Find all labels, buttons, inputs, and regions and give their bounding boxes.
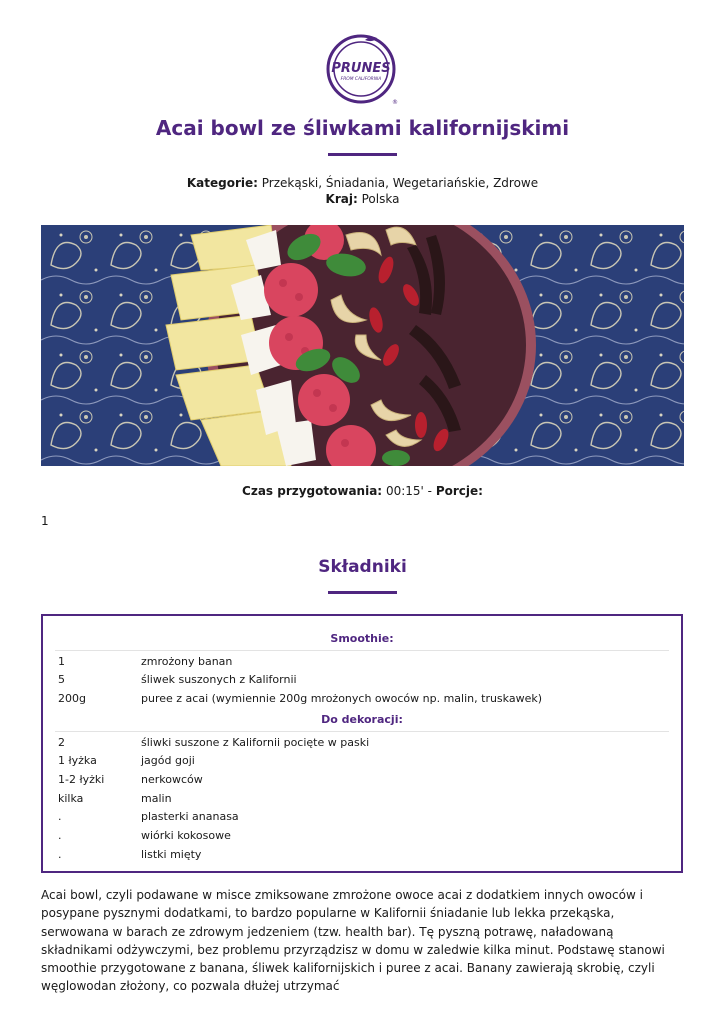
ingredient-name: puree z acai (wymiennie 200g mrożonych owoców np. malin, truskawek) bbox=[141, 692, 543, 705]
category-line bbox=[0, 176, 725, 190]
country-line bbox=[0, 192, 725, 206]
ingredient-name: nerkowców bbox=[141, 773, 203, 786]
ingredient-qty: 5 bbox=[58, 673, 65, 686]
recipe-description: Acai bowl, czyli podawane w misce zmiksowane zmrożone owoce acai z dodatkiem innych owoców i posypane pysznymi dodatkami, to bardzo popularne w Kalifornii śniadanie lub lekka przekąska, serwowana w barach ze zdrowym jedzeniem (tzw. health bar). Tę pyszną potrawę, naładowaną składnikami odżywczymi, bez problemu przyrządzisz w domu w zaledwie kilka minut. Podstawę stanowi smoothie przygotowane z banana, śliwek kalifornijskich i puree z acai. Banany zawierają skrobię, czyli węglowodan złożony, co pozwala dłużej utrzymać bbox=[41, 888, 665, 994]
ingredient-name: śliwki suszone z Kalifornii pocięte w paski bbox=[141, 736, 370, 749]
ingredient-row bbox=[55, 754, 669, 772]
group-divider bbox=[55, 650, 669, 651]
ingredients-divider bbox=[328, 591, 397, 594]
ingredient-row bbox=[55, 692, 669, 710]
ingredient-name: zmrożony banan bbox=[141, 655, 233, 668]
ingredient-row bbox=[55, 773, 669, 791]
ingredients-table bbox=[41, 614, 683, 873]
ingredient-row bbox=[55, 655, 669, 673]
ingredient-name: śliwek suszonych z Kalifornii bbox=[141, 673, 297, 686]
ingredient-name: plasterki ananasa bbox=[141, 810, 239, 823]
logo-brand-top: PRUNES bbox=[331, 61, 391, 76]
category-label: Kategorie: bbox=[186, 176, 258, 190]
servings-label: Porcje: bbox=[435, 484, 483, 498]
group-title-smoothie: Smoothie: bbox=[330, 632, 394, 645]
ingredient-row bbox=[55, 848, 669, 866]
group-divider bbox=[55, 731, 669, 732]
ingredient-name: jagód goji bbox=[141, 754, 195, 767]
ingredient-row bbox=[55, 792, 669, 810]
prep-line bbox=[0, 484, 725, 498]
brand-logo bbox=[325, 34, 401, 106]
ingredient-qty: . bbox=[58, 810, 62, 823]
group-title-decoration: Do dekoracji: bbox=[321, 713, 403, 726]
logo-registered: ® bbox=[392, 99, 398, 106]
servings-value: 1 bbox=[41, 514, 49, 528]
ingredient-qty: . bbox=[58, 848, 62, 861]
ingredients-heading: Składniki bbox=[318, 557, 407, 577]
ingredient-row bbox=[55, 810, 669, 828]
ingredient-row bbox=[55, 673, 669, 691]
ingredient-name: malin bbox=[141, 792, 172, 805]
country-value: Polska bbox=[361, 192, 400, 206]
ingredient-qty: 1 bbox=[58, 655, 65, 668]
ingredient-qty: 1 łyżka bbox=[58, 754, 97, 767]
ingredient-row bbox=[55, 736, 669, 754]
ingredient-name: wiórki kokosowe bbox=[141, 829, 231, 842]
ingredient-row bbox=[55, 829, 669, 847]
ingredient-qty: 200g bbox=[58, 692, 86, 705]
recipe-title: Acai bowl ze śliwkami kalifornijskimi bbox=[155, 116, 570, 140]
ingredient-qty: 2 bbox=[58, 736, 65, 749]
country-label: Kraj: bbox=[325, 192, 358, 206]
category-value: Przekąski, Śniadania, Wegetariańskie, Zdrowe bbox=[261, 176, 539, 190]
prep-label: Czas przygotowania: bbox=[242, 484, 383, 498]
recipe-photo bbox=[41, 225, 684, 466]
ingredient-qty: kilka bbox=[58, 792, 84, 805]
logo-brand-bottom: FROM CALIFORNIA bbox=[340, 77, 382, 82]
prep-separator: - bbox=[427, 484, 432, 498]
ingredient-qty: . bbox=[58, 829, 62, 842]
prep-value: 00:15' bbox=[385, 484, 424, 498]
title-divider bbox=[328, 153, 397, 156]
ingredient-qty: 1-2 łyżki bbox=[58, 773, 105, 786]
ingredient-name: listki mięty bbox=[141, 848, 202, 861]
